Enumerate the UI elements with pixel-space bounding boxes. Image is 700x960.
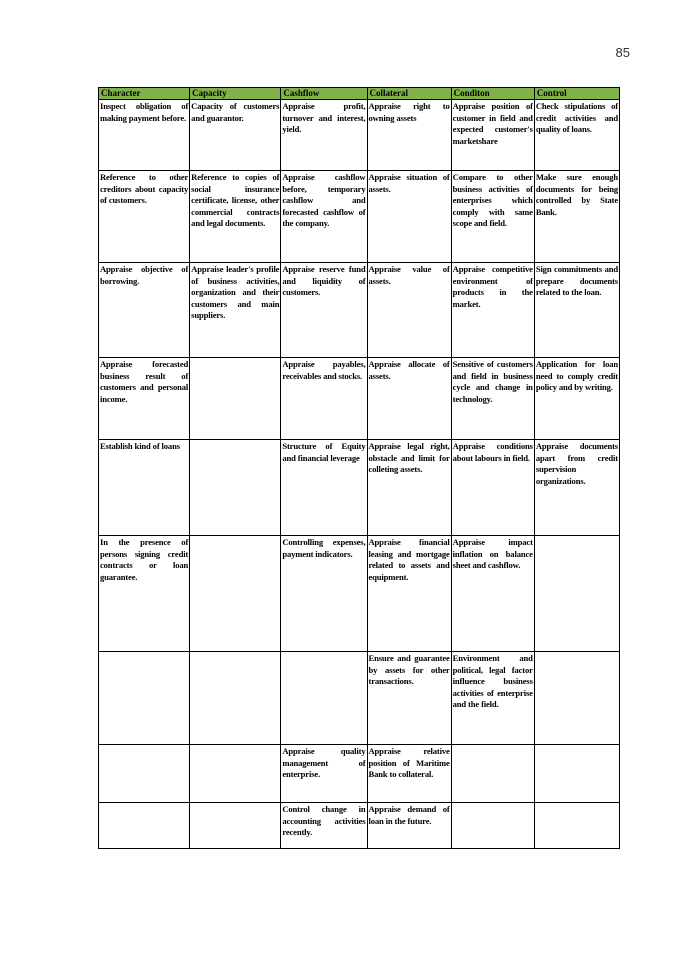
table-cell: Appraise quality management of enterprise. [281,745,367,803]
table-cell: Appraise objective of borrowing. [99,263,190,358]
table-cell: Appraise forecasted business result of customers and personal income. [99,358,190,440]
table-cell [281,652,367,745]
table-cell: Appraise right to owning assets [367,100,451,171]
table-cell [451,803,534,849]
column-header-control: Control [534,88,619,100]
column-header-cashflow: Cashflow [281,88,367,100]
table-cell [534,652,619,745]
table-cell: In the presence of persons signing credit contracts or loan guarantee. [99,536,190,652]
table-cell [190,652,281,745]
table-row [99,440,620,536]
table-cell: Compare to other business activities of enterprises which comply with same scope and field. [451,171,534,263]
table-cell: Sign commitments and prepare documents related to the loan. [534,263,619,358]
table-cell [451,745,534,803]
table-cell: Appraise legal right, obstacle and limit for colleting assets. [367,440,451,536]
table-cell: Ensure and guarantee by assets for other transactions. [367,652,451,745]
table-cell: Check stipulations of credit activities and quality of loans. [534,100,619,171]
table-cell: Appraise position of customer in field and expected customer's marketshare [451,100,534,171]
table-row [99,803,620,849]
table-cell: Appraise payables, receivables and stocks. [281,358,367,440]
table-row [99,100,620,171]
table-cell [190,803,281,849]
table-row [99,171,620,263]
table-header-row [99,88,620,100]
table-cell: Appraise cashflow before, temporary cashflow and forecasted cashflow of the company. [281,171,367,263]
table-cell: Application for loan need to comply credit policy and by writing. [534,358,619,440]
table-cell: Make sure enough documents for being controlled by State Bank. [534,171,619,263]
table-cell: Appraise competitive environment of products in the market. [451,263,534,358]
credit-appraisal-table [98,87,620,849]
table-cell [190,358,281,440]
column-header-collateral: Collateral [367,88,451,100]
table-cell [190,536,281,652]
column-header-condition: Conditon [451,88,534,100]
table-cell: Reference to other creditors about capacity of customers. [99,171,190,263]
table-cell [534,803,619,849]
table-cell: Appraise reserve fund and liquidity of customers. [281,263,367,358]
table-cell: Appraise value of assets. [367,263,451,358]
table-cell: Appraise impact inflation on balance sheet and cashflow. [451,536,534,652]
table-row [99,358,620,440]
page-number: 85 [615,45,630,60]
table-cell: Sensitive of customers and field in business cycle and change in technology. [451,358,534,440]
column-header-character: Character [99,88,190,100]
table-cell: Appraise relative position of Maritime Bank to collateral. [367,745,451,803]
table-cell: Appraise demand of loan in the future. [367,803,451,849]
table-cell: Environment and political, legal factor influence business activities of enterprise and the field. [451,652,534,745]
table-row [99,263,620,358]
table-cell: Appraise leader's profile of business activities, organization and their customers and main suppliers. [190,263,281,358]
column-header-capacity: Capacity [190,88,281,100]
table-row [99,745,620,803]
table-cell [190,745,281,803]
table-row [99,536,620,652]
table-cell: Establish kind of loans [99,440,190,536]
table-cell [190,440,281,536]
table-cell: Appraise conditions about labours in field. [451,440,534,536]
table-cell: Appraise profit, turnover and interest, yield. [281,100,367,171]
table-cell: Appraise financial leasing and mortgage related to assets and equipment. [367,536,451,652]
table-cell [99,803,190,849]
table-cell [534,536,619,652]
table-cell [534,745,619,803]
table-cell [99,745,190,803]
table-cell: Appraise allocate of assets. [367,358,451,440]
table-cell [99,652,190,745]
table-cell: Inspect obligation of making payment before. [99,100,190,171]
table-cell: Capacity of customers and guarantor. [190,100,281,171]
table-row [99,652,620,745]
table-cell: Reference to copies of social insurance certificate, license, other commercial contracts and legal documents. [190,171,281,263]
table-cell: Controlling expenses, payment indicators. [281,536,367,652]
table-cell: Control change in accounting activities recently. [281,803,367,849]
table-cell: Appraise situation of assets. [367,171,451,263]
table-cell: Appraise documents apart from credit supervision organizations. [534,440,619,536]
table-cell: Structure of Equity and financial leverage [281,440,367,536]
